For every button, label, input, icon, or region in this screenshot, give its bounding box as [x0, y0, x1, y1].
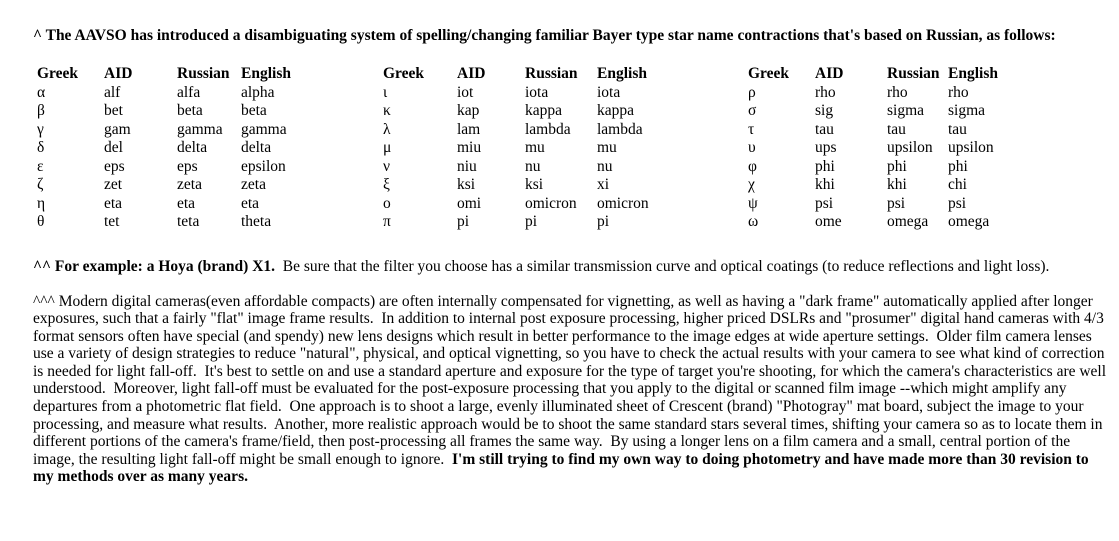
table-row	[748, 102, 1058, 121]
cell-russian: mu	[525, 139, 545, 156]
footnote-2	[33, 258, 1109, 276]
cell-aid: ksi	[457, 176, 476, 193]
cell-russian: ksi	[525, 176, 544, 193]
table-row	[383, 139, 709, 158]
cell-greek: ω	[748, 213, 759, 230]
cell-aid: khi	[815, 176, 835, 193]
table-row	[37, 121, 353, 140]
cell-english: zeta	[241, 176, 266, 193]
column-header-aid: AID	[815, 65, 844, 82]
table-row	[37, 84, 353, 103]
cell-russian: iota	[525, 83, 549, 101]
column-header-english: English	[597, 65, 647, 82]
cell-greek: λ	[383, 120, 391, 138]
cell-russian: omicron	[525, 194, 577, 212]
cell-greek: γ	[37, 120, 44, 138]
table-row	[748, 121, 1058, 140]
table-row	[383, 195, 709, 214]
table-row	[383, 121, 709, 140]
cell-aid: iot	[457, 83, 474, 101]
cell-russian: phi	[887, 157, 907, 175]
cell-russian: rho	[887, 83, 908, 101]
cell-english: eta	[241, 194, 260, 212]
cell-aid: eta	[104, 194, 123, 212]
greek-table-group-2	[383, 65, 709, 232]
cell-greek: ρ	[748, 83, 756, 101]
cell-greek: υ	[748, 139, 756, 156]
footnote-2-bold-text: ^^ For example: a Hoya (brand) X1.	[33, 257, 276, 275]
column-header-aid: AID	[104, 65, 133, 82]
cell-english: omega	[948, 213, 990, 230]
cell-greek: φ	[748, 157, 757, 175]
column-header-greek: Greek	[383, 65, 425, 82]
column-header-greek: Greek	[748, 65, 790, 82]
table-row	[37, 139, 353, 158]
cell-aid: ups	[815, 139, 837, 156]
table-row	[383, 158, 709, 177]
cell-greek: ν	[383, 157, 391, 175]
table-row	[748, 139, 1058, 158]
cell-aid: sig	[815, 102, 834, 119]
cell-english: delta	[241, 139, 272, 156]
cell-russian: teta	[177, 213, 200, 230]
cell-greek: η	[37, 194, 46, 212]
column-header-russian: Russian	[177, 65, 230, 82]
cell-russian: eta	[177, 194, 196, 212]
table-row	[37, 195, 353, 214]
cell-english: mu	[597, 139, 617, 156]
footnote-3-bold-text: I'm still trying to find my own way to doing photometry and have made more than 30 revision to my methods over as many years.	[33, 450, 1093, 486]
cell-aid: niu	[457, 157, 477, 175]
cell-greek: α	[37, 83, 46, 101]
cell-greek: ι	[383, 83, 388, 101]
footnote-2-text: Be sure that the filter you choose has a similar transmission curve and optical coatings (to reduce reflections and light loss).	[275, 257, 1050, 275]
cell-english: sigma	[948, 102, 986, 119]
cell-english: iota	[597, 83, 621, 101]
table-row	[383, 102, 709, 121]
greek-table-group-3	[748, 65, 1058, 232]
cell-aid: alf	[104, 83, 121, 101]
cell-aid: phi	[815, 157, 835, 175]
cell-aid: del	[104, 139, 123, 156]
cell-aid: rho	[815, 83, 836, 101]
cell-russian: nu	[525, 157, 541, 175]
cell-russian: upsilon	[887, 139, 933, 156]
cell-english: epsilon	[241, 157, 286, 175]
cell-english: nu	[597, 157, 613, 175]
table-row	[748, 195, 1058, 214]
cell-greek: π	[383, 213, 391, 230]
column-header-russian: Russian	[887, 65, 940, 82]
cell-greek: β	[37, 102, 45, 119]
table-row	[383, 84, 709, 103]
column-header-english: English	[948, 65, 998, 82]
cell-english: theta	[241, 213, 272, 230]
cell-english: psi	[948, 194, 967, 212]
cell-russian: beta	[177, 102, 203, 119]
cell-greek: μ	[383, 139, 392, 156]
table-row	[748, 176, 1058, 195]
table-row	[37, 158, 353, 177]
cell-aid: omi	[457, 194, 482, 212]
cell-russian: khi	[887, 176, 907, 193]
cell-english: phi	[948, 157, 968, 175]
table-row	[37, 176, 353, 195]
cell-greek: χ	[748, 176, 755, 193]
cell-greek: ξ	[383, 176, 390, 193]
cell-aid: tau	[815, 120, 834, 138]
cell-greek: δ	[37, 139, 45, 156]
greek-table-group-1	[37, 65, 353, 232]
cell-english: tau	[948, 120, 967, 138]
column-header-russian: Russian	[525, 65, 578, 82]
cell-russian: omega	[887, 213, 929, 230]
cell-russian: eps	[177, 157, 198, 175]
column-header-greek: Greek	[37, 65, 79, 82]
footnote-3	[33, 293, 1109, 487]
cell-russian: sigma	[887, 102, 925, 119]
cell-english: lambda	[597, 120, 643, 138]
table-row	[383, 213, 709, 232]
cell-greek: ε	[37, 157, 44, 175]
cell-russian: gamma	[177, 120, 223, 138]
cell-english: chi	[948, 176, 967, 193]
cell-greek: ο	[383, 194, 391, 212]
cell-english: omicron	[597, 194, 649, 212]
table-header-row	[383, 65, 709, 84]
cell-greek: ψ	[748, 194, 758, 212]
cell-russian: lambda	[525, 120, 571, 138]
cell-english: kappa	[597, 102, 635, 119]
cell-russian: delta	[177, 139, 208, 156]
cell-russian: pi	[525, 213, 538, 230]
footnote-3-text: ^^^ Modern digital cameras(even affordable compacts) are often internally compensated for vignetting, as well as having a "dark frame" automatically applied after longer exposures, such that a fairly "flat" image frame results. In addition to internal post exposure processing, higher priced DSLRs and "prosumer" digital hand cameras with 4/3 format sensors often have special (and spendy) new lens designs which result in better performance to the image edges at wide aperture settings. Older film camera lenses use a variety of design strategies to reduce "natural", physical, and optical vignetting, so you have to check the actual results with your camera to see what kind of correction is needed for light fall-off. It's best to settle on and use a standard aperture and exposure for the type of target you're shooting, for which the camera's characteristics are well understood. Moreover, light fall-off must be evaluated for the post-exposure processing that you apply to the digital or scanned film image --which might amplify any departures from a photometric flat field. One approach is to shoot a large, evenly illuminated sheet of Crescent (brand) "Photogray" mat board, subject the image to your processing, and measure what results. Another, more realistic approach would be to shoot the same standard stars several times, shifting your camera so as to locate them in different portions of the camera's frame/field, then post-processing all frames the same way. By using a longer lens on a film camera and a small, central portion of the image, the resulting light fall-off might be small enough to ignore.	[33, 292, 1110, 468]
cell-aid: psi	[815, 194, 834, 212]
cell-russian: kappa	[525, 102, 563, 119]
greek-letter-table	[37, 65, 1109, 232]
cell-english: alpha	[241, 83, 275, 101]
cell-greek: ζ	[37, 176, 44, 193]
cell-greek: τ	[748, 120, 755, 138]
cell-greek: θ	[37, 213, 45, 230]
table-row	[37, 102, 353, 121]
cell-aid: eps	[104, 157, 125, 175]
table-row	[383, 176, 709, 195]
cell-aid: tet	[104, 213, 120, 230]
cell-russian: tau	[887, 120, 906, 138]
footnote-1	[33, 27, 1109, 45]
cell-aid: kap	[457, 102, 480, 119]
cell-aid: lam	[457, 120, 481, 138]
cell-russian: psi	[887, 194, 906, 212]
table-row	[748, 158, 1058, 177]
cell-russian: alfa	[177, 83, 201, 101]
cell-aid: zet	[104, 176, 123, 193]
table-row	[37, 213, 353, 232]
cell-english: beta	[241, 102, 267, 119]
cell-english: rho	[948, 83, 969, 101]
table-row	[748, 213, 1058, 232]
table-header-row	[748, 65, 1058, 84]
column-header-aid: AID	[457, 65, 486, 82]
cell-aid: bet	[104, 102, 123, 119]
footnote-1-text: ^ The AAVSO has introduced a disambiguating system of spelling/changing familiar Bayer type star name contractions that's based on Russian, as follows:	[33, 27, 1056, 44]
table-header-row	[37, 65, 353, 84]
cell-aid: ome	[815, 213, 842, 230]
cell-aid: miu	[457, 139, 482, 156]
table-row	[748, 84, 1058, 103]
cell-english: upsilon	[948, 139, 994, 156]
cell-english: pi	[597, 213, 610, 230]
cell-aid: pi	[457, 213, 470, 230]
cell-greek: κ	[383, 102, 391, 119]
cell-greek: σ	[748, 102, 757, 119]
cell-russian: zeta	[177, 176, 202, 193]
cell-aid: gam	[104, 120, 131, 138]
cell-english: gamma	[241, 120, 287, 138]
column-header-english: English	[241, 65, 291, 82]
cell-english: xi	[597, 176, 610, 193]
